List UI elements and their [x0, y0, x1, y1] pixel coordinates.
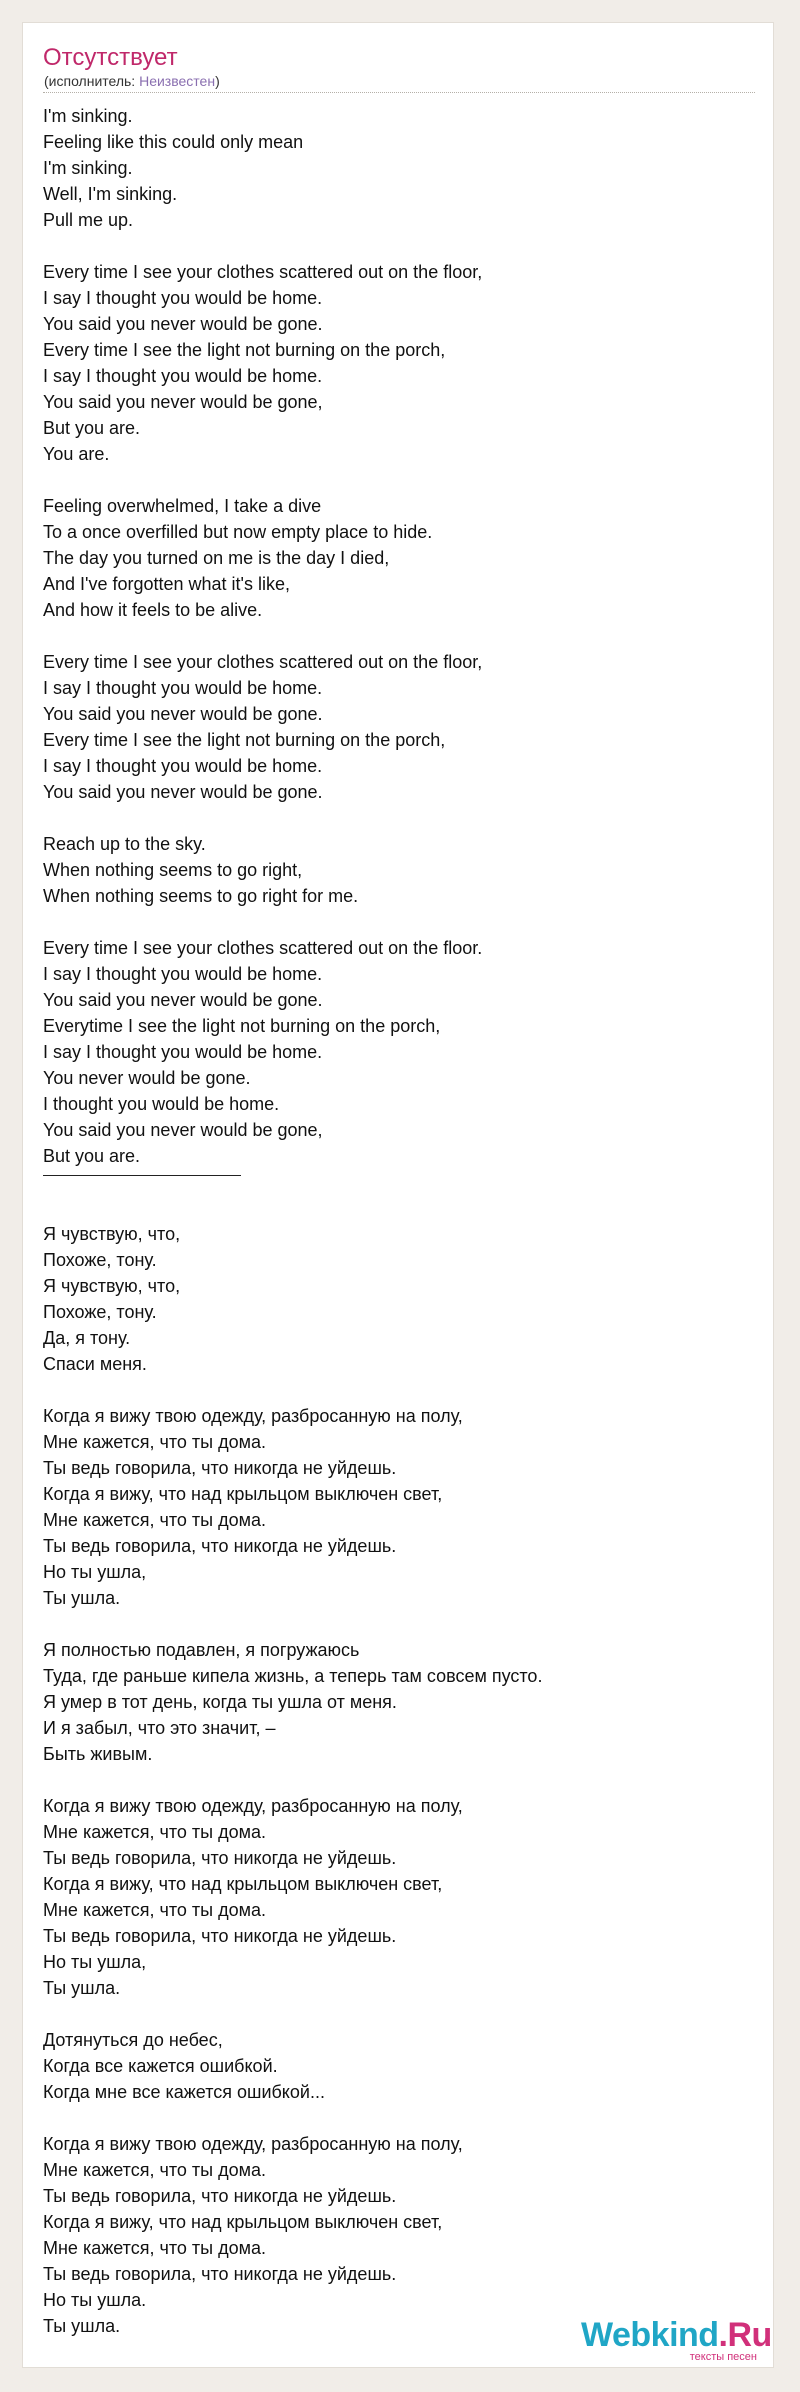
- lyric-line: Я чувствую, что,: [43, 1224, 181, 1244]
- lyric-line: I'm sinking.: [43, 106, 133, 126]
- lyric-line: You said you never would be gone.: [43, 990, 323, 1010]
- section-gap: [43, 1169, 755, 1195]
- artist-line: [44, 72, 220, 90]
- lyric-line: Every time I see the light not burning on the porch,: [43, 340, 446, 360]
- lyric-line: Ты ведь говорила, что никогда не уйдешь.: [43, 1536, 397, 1556]
- lyric-line: Feeling overwhelmed, I take a dive: [43, 496, 322, 516]
- lyric-line: Когда я вижу твою одежду, разбросанную на полу,: [43, 1406, 463, 1426]
- lyric-line: Когда я вижу, что над крыльцом выключен свет,: [43, 2212, 443, 2232]
- lyric-line: Но ты ушла,: [43, 1562, 147, 1582]
- lyrics-text: [43, 103, 755, 2339]
- stanza-gap: [43, 467, 755, 493]
- lyric-line: Я умер в тот день, когда ты ушла от меня.: [43, 1692, 397, 1712]
- logo-word: Webkind: [581, 2316, 719, 2354]
- lyric-line: Спаси меня.: [43, 1354, 147, 1374]
- lyric-line: When nothing seems to go right for me.: [43, 886, 359, 906]
- lyric-line: Но ты ушла.: [43, 2290, 147, 2310]
- lyric-line: Мне кажется, что ты дома.: [43, 2238, 266, 2258]
- header-divider: [43, 92, 755, 93]
- stanza-gap: [43, 1377, 755, 1403]
- lyric-line: Every time I see your clothes scattered out on the floor.: [43, 938, 483, 958]
- lyric-line: Я чувствую, что,: [43, 1276, 181, 1296]
- lyric-line: You said you never would be gone.: [43, 782, 323, 802]
- lyric-line: You said you never would be gone.: [43, 704, 323, 724]
- lyric-line: Дотянуться до небес,: [43, 2030, 223, 2050]
- lyric-line: Похоже, тону.: [43, 1302, 157, 1322]
- lyric-line: But you are.: [43, 418, 141, 438]
- lyric-line: I say I thought you would be home.: [43, 756, 323, 776]
- lyric-line: Well, I'm sinking.: [43, 184, 178, 204]
- section-gap: [43, 1195, 755, 1221]
- lyric-line: Reach up to the sky.: [43, 834, 206, 854]
- stanza-gap: [43, 623, 755, 649]
- lyric-line: Когда мне все кажется ошибкой...: [43, 2082, 325, 2102]
- webkind-logo[interactable]: [581, 2315, 772, 2365]
- lyric-line: I say I thought you would be home.: [43, 964, 323, 984]
- lyric-line: I say I thought you would be home.: [43, 366, 323, 386]
- lyric-line: I'm sinking.: [43, 158, 133, 178]
- lyric-line: You said you never would be gone.: [43, 314, 323, 334]
- lyric-line: Когда все кажется ошибкой.: [43, 2056, 278, 2076]
- lyric-line: Когда я вижу твою одежду, разбросанную на полу,: [43, 2134, 463, 2154]
- logo-tagline: тексты песен: [689, 2351, 757, 2363]
- lyric-line: Ты ушла.: [43, 1978, 121, 1998]
- lyric-line: Pull me up.: [43, 210, 134, 230]
- lyric-line: Ты ведь говорила, что никогда не уйдешь.: [43, 1458, 397, 1478]
- lyric-line: I say I thought you would be home.: [43, 288, 323, 308]
- lyric-line: Мне кажется, что ты дома.: [43, 1510, 266, 1530]
- artist-prefix: (исполнитель:: [44, 73, 140, 89]
- stanza-gap: [43, 2001, 755, 2027]
- lyric-line: When nothing seems to go right,: [43, 860, 303, 880]
- lyric-line: Feeling like this could only mean: [43, 132, 304, 152]
- lyric-line: Everytime I see the light not burning on the porch,: [43, 1016, 441, 1036]
- lyric-line: Ты ведь говорила, что никогда не уйдешь.: [43, 2186, 397, 2206]
- stanza-gap: [43, 1611, 755, 1637]
- lyric-line: Ты ведь говорила, что никогда не уйдешь.: [43, 1848, 397, 1868]
- lyric-line: You said you never would be gone,: [43, 1120, 323, 1140]
- lyric-line: Я полностью подавлен, я погружаюсь: [43, 1640, 360, 1660]
- lyric-line: Every time I see your clothes scattered out on the floor,: [43, 262, 483, 282]
- lyric-line: To a once overfilled but now empty place to hide.: [43, 522, 433, 542]
- lyric-line: Туда, где раньше кипела жизнь, а теперь там совсем пусто.: [43, 1666, 543, 1686]
- lyric-line: And how it feels to be alive.: [43, 600, 263, 620]
- lyric-line: I say I thought you would be home.: [43, 678, 323, 698]
- lyric-line: Мне кажется, что ты дома.: [43, 1822, 266, 1842]
- lyric-line: You are.: [43, 444, 110, 464]
- lyric-line: Когда я вижу твою одежду, разбросанную на полу,: [43, 1796, 463, 1816]
- translation-separator: [43, 1175, 241, 1176]
- lyric-line: Мне кажется, что ты дома.: [43, 1900, 266, 1920]
- lyric-line: Every time I see the light not burning on the porch,: [43, 730, 446, 750]
- lyric-line: The day you turned on me is the day I died,: [43, 548, 390, 568]
- stanza-gap: [43, 805, 755, 831]
- stanza-gap: [43, 1767, 755, 1793]
- stanza-gap: [43, 2105, 755, 2131]
- stanza-gap: [43, 909, 755, 935]
- lyric-line: Быть живым.: [43, 1744, 153, 1764]
- lyric-line: Когда я вижу, что над крыльцом выключен свет,: [43, 1484, 443, 1504]
- lyric-line: But you are.: [43, 1146, 141, 1166]
- lyric-line: Когда я вижу, что над крыльцом выключен свет,: [43, 1874, 443, 1894]
- artist-suffix: ): [215, 73, 220, 89]
- lyric-line: Ты ушла.: [43, 1588, 121, 1608]
- lyric-line: You said you never would be gone,: [43, 392, 323, 412]
- lyric-line: And I've forgotten what it's like,: [43, 574, 290, 594]
- logo-wordmark: [581, 2315, 772, 2355]
- lyric-line: Мне кажется, что ты дома.: [43, 2160, 266, 2180]
- lyric-line: Похоже, тону.: [43, 1250, 157, 1270]
- logo-tld: .Ru: [718, 2316, 772, 2354]
- lyric-line: Ты ведь говорила, что никогда не уйдешь.: [43, 1926, 397, 1946]
- lyric-line: You never would be gone.: [43, 1068, 251, 1088]
- lyric-line: Ты ушла.: [43, 2316, 121, 2336]
- lyric-line: И я забыл, что это значит, –: [43, 1718, 276, 1738]
- lyric-line: I thought you would be home.: [43, 1094, 280, 1114]
- stanza-gap: [43, 233, 755, 259]
- artist-link[interactable]: Неизвестен: [139, 73, 216, 89]
- lyric-line: Every time I see your clothes scattered out on the floor,: [43, 652, 483, 672]
- lyric-line: Но ты ушла,: [43, 1952, 147, 1972]
- lyric-line: Да, я тону.: [43, 1328, 131, 1348]
- lyric-line: I say I thought you would be home.: [43, 1042, 323, 1062]
- lyrics-card: [22, 22, 774, 2368]
- lyric-line: Мне кажется, что ты дома.: [43, 1432, 266, 1452]
- song-title: Отсутствует: [43, 44, 178, 71]
- lyric-line: Ты ведь говорила, что никогда не уйдешь.: [43, 2264, 397, 2284]
